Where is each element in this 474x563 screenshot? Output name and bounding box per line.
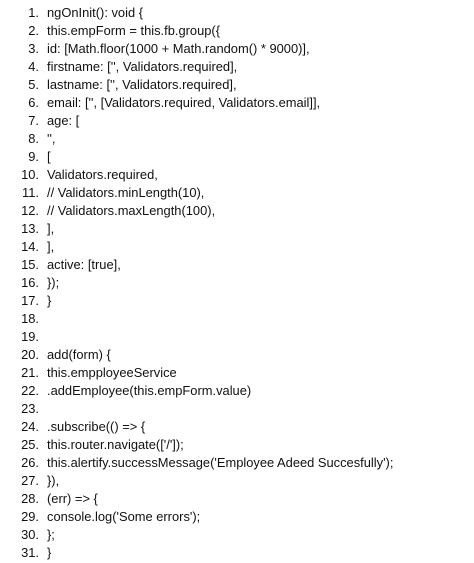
line-text: ngOnInit(): void { xyxy=(47,5,144,20)
line-number: 14. xyxy=(21,239,39,254)
code-line xyxy=(0,418,474,436)
code-line xyxy=(0,544,474,562)
line-number: 29. xyxy=(21,509,39,524)
line-number: 9. xyxy=(28,149,39,164)
line-text: this.empForm = this.fb.group({ xyxy=(47,23,221,38)
code-line xyxy=(0,184,474,202)
code-line xyxy=(0,238,474,256)
line-text: this.alertify.successMessage('Employee Adeed Succesfully'); xyxy=(47,455,394,470)
line-number: 12. xyxy=(21,203,39,218)
line-text: Validators.required, xyxy=(47,167,158,182)
code-line xyxy=(0,274,474,292)
line-text: .addEmployee(this.empForm.value) xyxy=(47,383,252,398)
code-line xyxy=(0,382,474,400)
line-number: 20. xyxy=(21,347,39,362)
line-number: 21. xyxy=(21,365,39,380)
line-text: active: [true], xyxy=(47,257,121,272)
line-number: 26. xyxy=(21,455,39,470)
line-number: 7. xyxy=(28,113,39,128)
line-text: [ xyxy=(47,149,51,164)
code-line xyxy=(0,400,474,418)
code-line xyxy=(0,94,474,112)
line-number: 23. xyxy=(21,401,39,416)
line-text: add(form) { xyxy=(47,347,111,362)
code-line xyxy=(0,436,474,454)
line-text: age: [ xyxy=(47,113,80,128)
line-number: 22. xyxy=(21,383,39,398)
code-line xyxy=(0,364,474,382)
code-line xyxy=(0,202,474,220)
line-number: 4. xyxy=(28,59,39,74)
code-line xyxy=(0,220,474,238)
code-line xyxy=(0,454,474,472)
line-text: ], xyxy=(47,221,55,236)
line-number: 6. xyxy=(28,95,39,110)
code-line xyxy=(0,472,474,490)
line-text: // Validators.minLength(10), xyxy=(47,185,205,200)
line-text: this.router.navigate(['/']); xyxy=(47,437,184,452)
line-number: 18. xyxy=(21,311,39,326)
line-text: } xyxy=(47,545,52,560)
line-number: 3. xyxy=(28,41,39,56)
code-line xyxy=(0,130,474,148)
line-text: '', xyxy=(47,131,56,146)
line-number: 25. xyxy=(21,437,39,452)
line-number: 24. xyxy=(21,419,39,434)
code-line xyxy=(0,58,474,76)
line-text: id: [Math.floor(1000 + Math.random() * 9000)], xyxy=(47,41,310,56)
line-number: 8. xyxy=(28,131,39,146)
line-text: firstname: ['', Validators.required], xyxy=(47,59,238,74)
code-line xyxy=(0,526,474,544)
code-line xyxy=(0,292,474,310)
code-listing xyxy=(0,4,474,562)
line-number: 5. xyxy=(28,77,39,92)
code-line xyxy=(0,112,474,130)
line-number: 2. xyxy=(28,23,39,38)
line-number: 15. xyxy=(21,257,39,272)
code-line xyxy=(0,346,474,364)
line-text: email: ['', [Validators.required, Validators.email]], xyxy=(47,95,321,110)
line-number: 11. xyxy=(22,185,39,200)
line-number: 16. xyxy=(21,275,39,290)
line-number: 28. xyxy=(21,491,39,506)
line-number: 17. xyxy=(21,293,39,308)
line-text: }); xyxy=(47,275,60,290)
line-number: 19. xyxy=(21,329,39,344)
line-text: ], xyxy=(47,239,55,254)
line-text: this.empployeeService xyxy=(47,365,177,380)
line-number: 13. xyxy=(21,221,39,236)
line-text: } xyxy=(47,293,52,308)
code-line xyxy=(0,490,474,508)
code-line xyxy=(0,4,474,22)
line-number: 30. xyxy=(21,527,39,542)
line-number: 27. xyxy=(21,473,39,488)
code-line xyxy=(0,76,474,94)
line-text: }), xyxy=(47,473,60,488)
code-line xyxy=(0,508,474,526)
code-line xyxy=(0,166,474,184)
line-number: 31. xyxy=(21,545,39,560)
line-text: (err) => { xyxy=(47,491,98,506)
line-number: 1. xyxy=(28,5,39,20)
line-number: 10. xyxy=(21,167,39,182)
line-text: .subscribe(() => { xyxy=(47,419,146,434)
code-line xyxy=(0,328,474,346)
code-line xyxy=(0,40,474,58)
line-text: }; xyxy=(47,527,55,542)
line-text: lastname: ['', Validators.required], xyxy=(47,77,237,92)
line-text: console.log('Some errors'); xyxy=(47,509,201,524)
code-line xyxy=(0,256,474,274)
code-line xyxy=(0,22,474,40)
line-text: // Validators.maxLength(100), xyxy=(47,203,216,218)
code-line xyxy=(0,148,474,166)
code-line xyxy=(0,310,474,328)
